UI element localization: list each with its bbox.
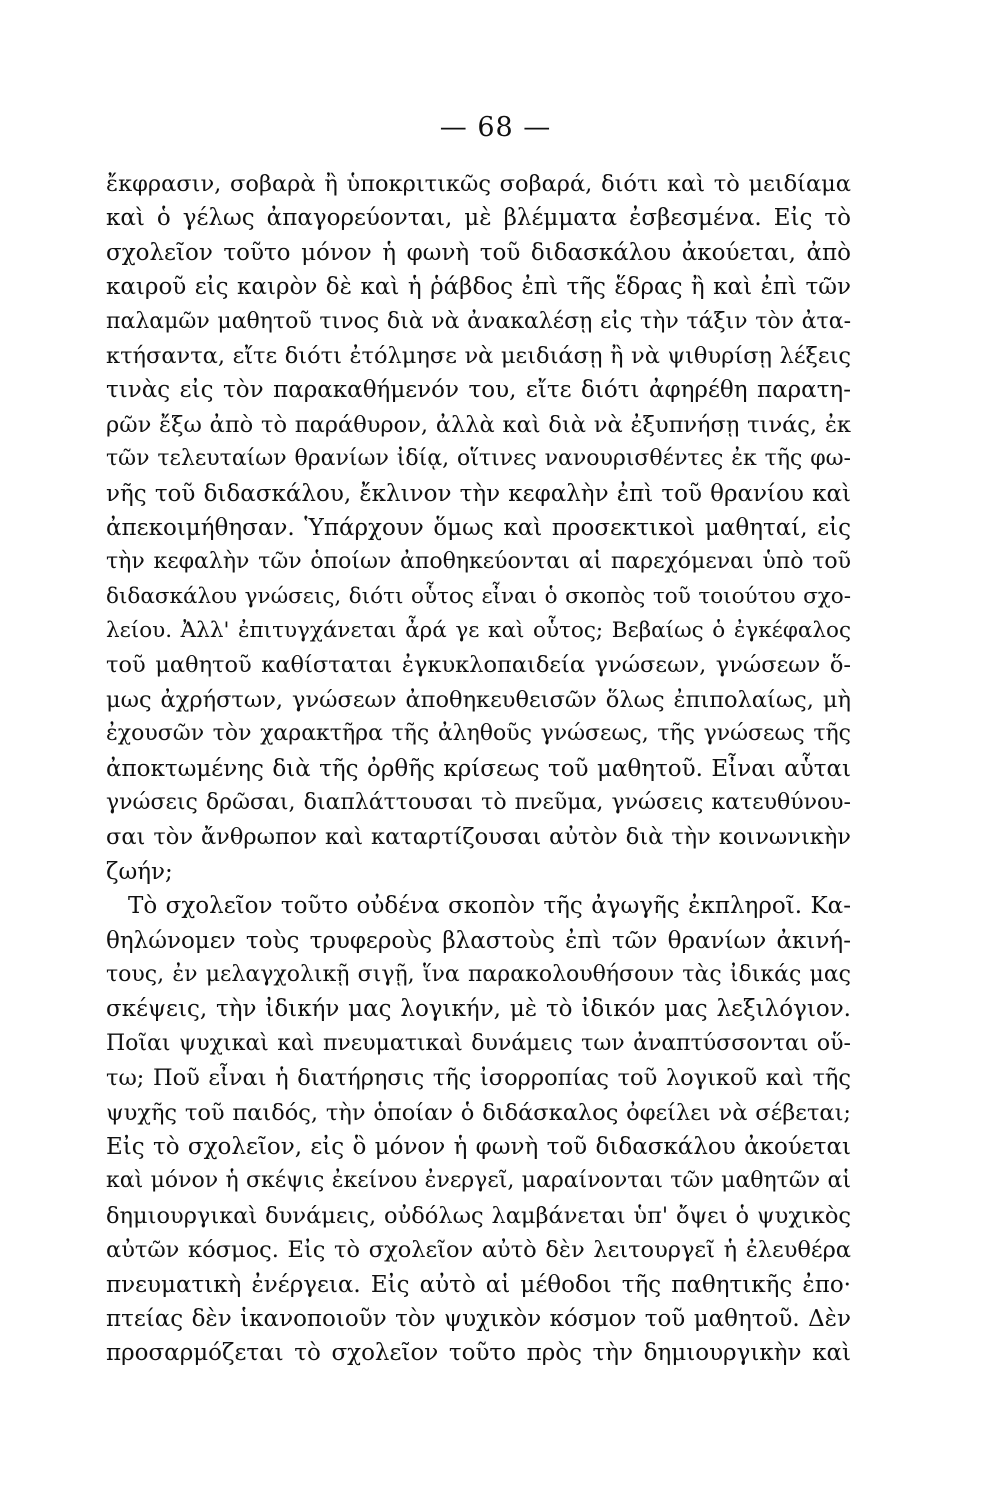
text-line: καιροῦ εἰς καιρὸν δὲ καὶ ἡ ῥάβδος ἐπὶ τῆς ἕδρας ἢ καὶ ἐπὶ τῶν	[106, 274, 851, 301]
text-line: δημιουργικαὶ δυνάμεις, οὐδόλως λαμβάνεται ὑπ' ὄψει ὁ ψυχικὸς	[106, 1202, 851, 1229]
text-line: παλαμῶν μαθητοῦ τινος διὰ νὰ ἀνακαλέσῃ εἰς τὴν τάξιν τὸν ἀτα-	[106, 308, 851, 334]
text-line: καὶ ὁ γέλως ἀπαγορεύονται, μὲ βλέμματα ἐσβεσμένα. Εἰς τὸ	[106, 205, 851, 232]
text-line: τῶν τελευταίων θρανίων ἰδίᾳ, οἵτινες νανουρισθέντες ἐκ τῆς φω-	[106, 446, 851, 472]
text-line: ψυχῆς τοῦ παιδός, τὴν ὁποίαν ὁ διδάσκαλος ὀφείλει νὰ σέβεται;	[106, 1099, 851, 1126]
text-line: κτήσαντα, εἴτε διότι ἐτόλμησε νὰ μειδιάσῃ ἢ νὰ ψιθυρίσῃ λέξεις	[106, 342, 851, 369]
text-line: διδασκάλου γνώσεις, διότι οὗτος εἶναι ὁ σκοπὸς τοῦ τοιούτου σχο-	[106, 583, 851, 609]
text-line: τους, ἐν μελαγχολικῇ σιγῇ, ἵνα παρακολουθήσουν τὰς ἰδικάς μας	[106, 961, 851, 987]
paragraph-end-line: ζωήν;	[106, 858, 173, 885]
text-line: τω; Ποῦ εἶναι ἡ διατήρησις τῆς ἰσορροπίας τοῦ λογικοῦ καὶ τῆς	[106, 1065, 851, 1092]
text-line: ἀπεκοιμήθησαν. Ὑπάρχουν ὅμως καὶ προσεκτικοὶ μαθηταί, εἰς	[106, 514, 851, 541]
text-line: τοῦ μαθητοῦ καθίσταται ἐγκυκλοπαιδεία γνώσεων, γνώσεων ὅ-	[106, 652, 851, 679]
text-line: σκέψεις, τὴν ἰδικήν μας λογικήν, μὲ τὸ ἰδικόν μας λεξιλόγιον.	[106, 996, 851, 1023]
text-line: ἐχουσῶν τὸν χαρακτῆρα τῆς ἀληθοῦς γνώσεως, τῆς γνώσεως τῆς	[106, 721, 851, 747]
text-line: λείου. Ἀλλ' ἐπιτυγχάνεται ἆρά γε καὶ οὗτος; Βεβαίως ὁ ἐγκέφαλος	[106, 618, 851, 644]
text-line: τὴν κεφαλὴν τῶν ὁποίων ἀποθηκεύονται αἱ παρεχόμεναι ὑπὸ τοῦ	[106, 549, 851, 575]
text-line: γνώσεις δρῶσαι, διαπλάττουσαι τὸ πνεῦμα, γνώσεις κατευθύνου-	[106, 790, 851, 816]
text-line: καὶ μόνον ἡ σκέψις ἐκείνου ἐνεργεῖ, μαραίνονται τῶν μαθητῶν αἱ	[106, 1168, 851, 1194]
text-line: σχολεῖον τοῦτο μόνον ἡ φωνὴ τοῦ διδασκάλου ἀκούεται, ἀπὸ	[106, 239, 851, 266]
text-line: νῆς τοῦ διδασκάλου, ἔκλινον τὴν κεφαλὴν ἐπὶ τοῦ θρανίου καὶ	[106, 480, 851, 507]
text-line: προσαρμόζεται τὸ σχολεῖον τοῦτο πρὸς τὴν δημιουργικὴν καὶ	[106, 1340, 851, 1367]
text-line: πτείας δὲν ἱκανοποιοῦν τὸν ψυχικὸν κόσμον τοῦ μαθητοῦ. Δὲν	[106, 1305, 851, 1332]
text-line: θηλώνομεν τοὺς τρυφεροὺς βλαστοὺς ἐπὶ τῶν θρανίων ἀκινή-	[106, 927, 851, 954]
text-line: ἔκφρασιν, σοβαρὰ ἢ ὑποκριτικῶς σοβαρά, διότι καὶ τὸ μειδίαμα	[106, 171, 851, 197]
page-number: — 68 —	[439, 112, 552, 143]
text-line: ρῶν ἔξω ἀπὸ τὸ παράθυρον, ἀλλὰ καὶ διὰ νὰ ἐξυπνήσῃ τινάς, ἐκ	[106, 411, 851, 438]
text-line: πνευματικὴ ἐνέργεια. Εἰς αὐτὸ αἱ μέθοδοι τῆς παθητικῆς ἐπο·	[106, 1271, 851, 1298]
text-line: τινὰς εἰς τὸν παρακαθήμενόν του, εἴτε διότι ἀφηρέθη παρατη-	[106, 377, 851, 404]
paragraph-start-line: Τὸ σχολεῖον τοῦτο οὐδένα σκοπὸν τῆς ἀγωγῆς ἐκπληροῖ. Κα-	[128, 893, 851, 920]
text-line: Εἰς τὸ σχολεῖον, εἰς ὃ μόνον ἡ φωνὴ τοῦ διδασκάλου ἀκούεται	[106, 1133, 851, 1160]
text-line: Ποῖαι ψυχικαὶ καὶ πνευματικαὶ δυνάμεις των ἀναπτύσσονται οὕ-	[106, 1030, 851, 1056]
body-text	[106, 167, 851, 1371]
text-line: αὐτῶν κόσμος. Εἰς τὸ σχολεῖον αὐτὸ δὲν λειτουργεῖ ἡ ἐλευθέρα	[106, 1237, 851, 1264]
text-line: μως ἀχρήστων, γνώσεων ἀποθηκευθεισῶν ὅλως ἐπιπολαίως, μὴ	[106, 686, 851, 713]
text-line: σαι τὸν ἄνθρωπον καὶ καταρτίζουσαι αὐτὸν διὰ τὴν κοινωνικὴν	[106, 824, 851, 851]
text-line: ἀποκτωμένης διὰ τῆς ὀρθῆς κρίσεως τοῦ μαθητοῦ. Εἶναι αὗται	[106, 755, 851, 782]
